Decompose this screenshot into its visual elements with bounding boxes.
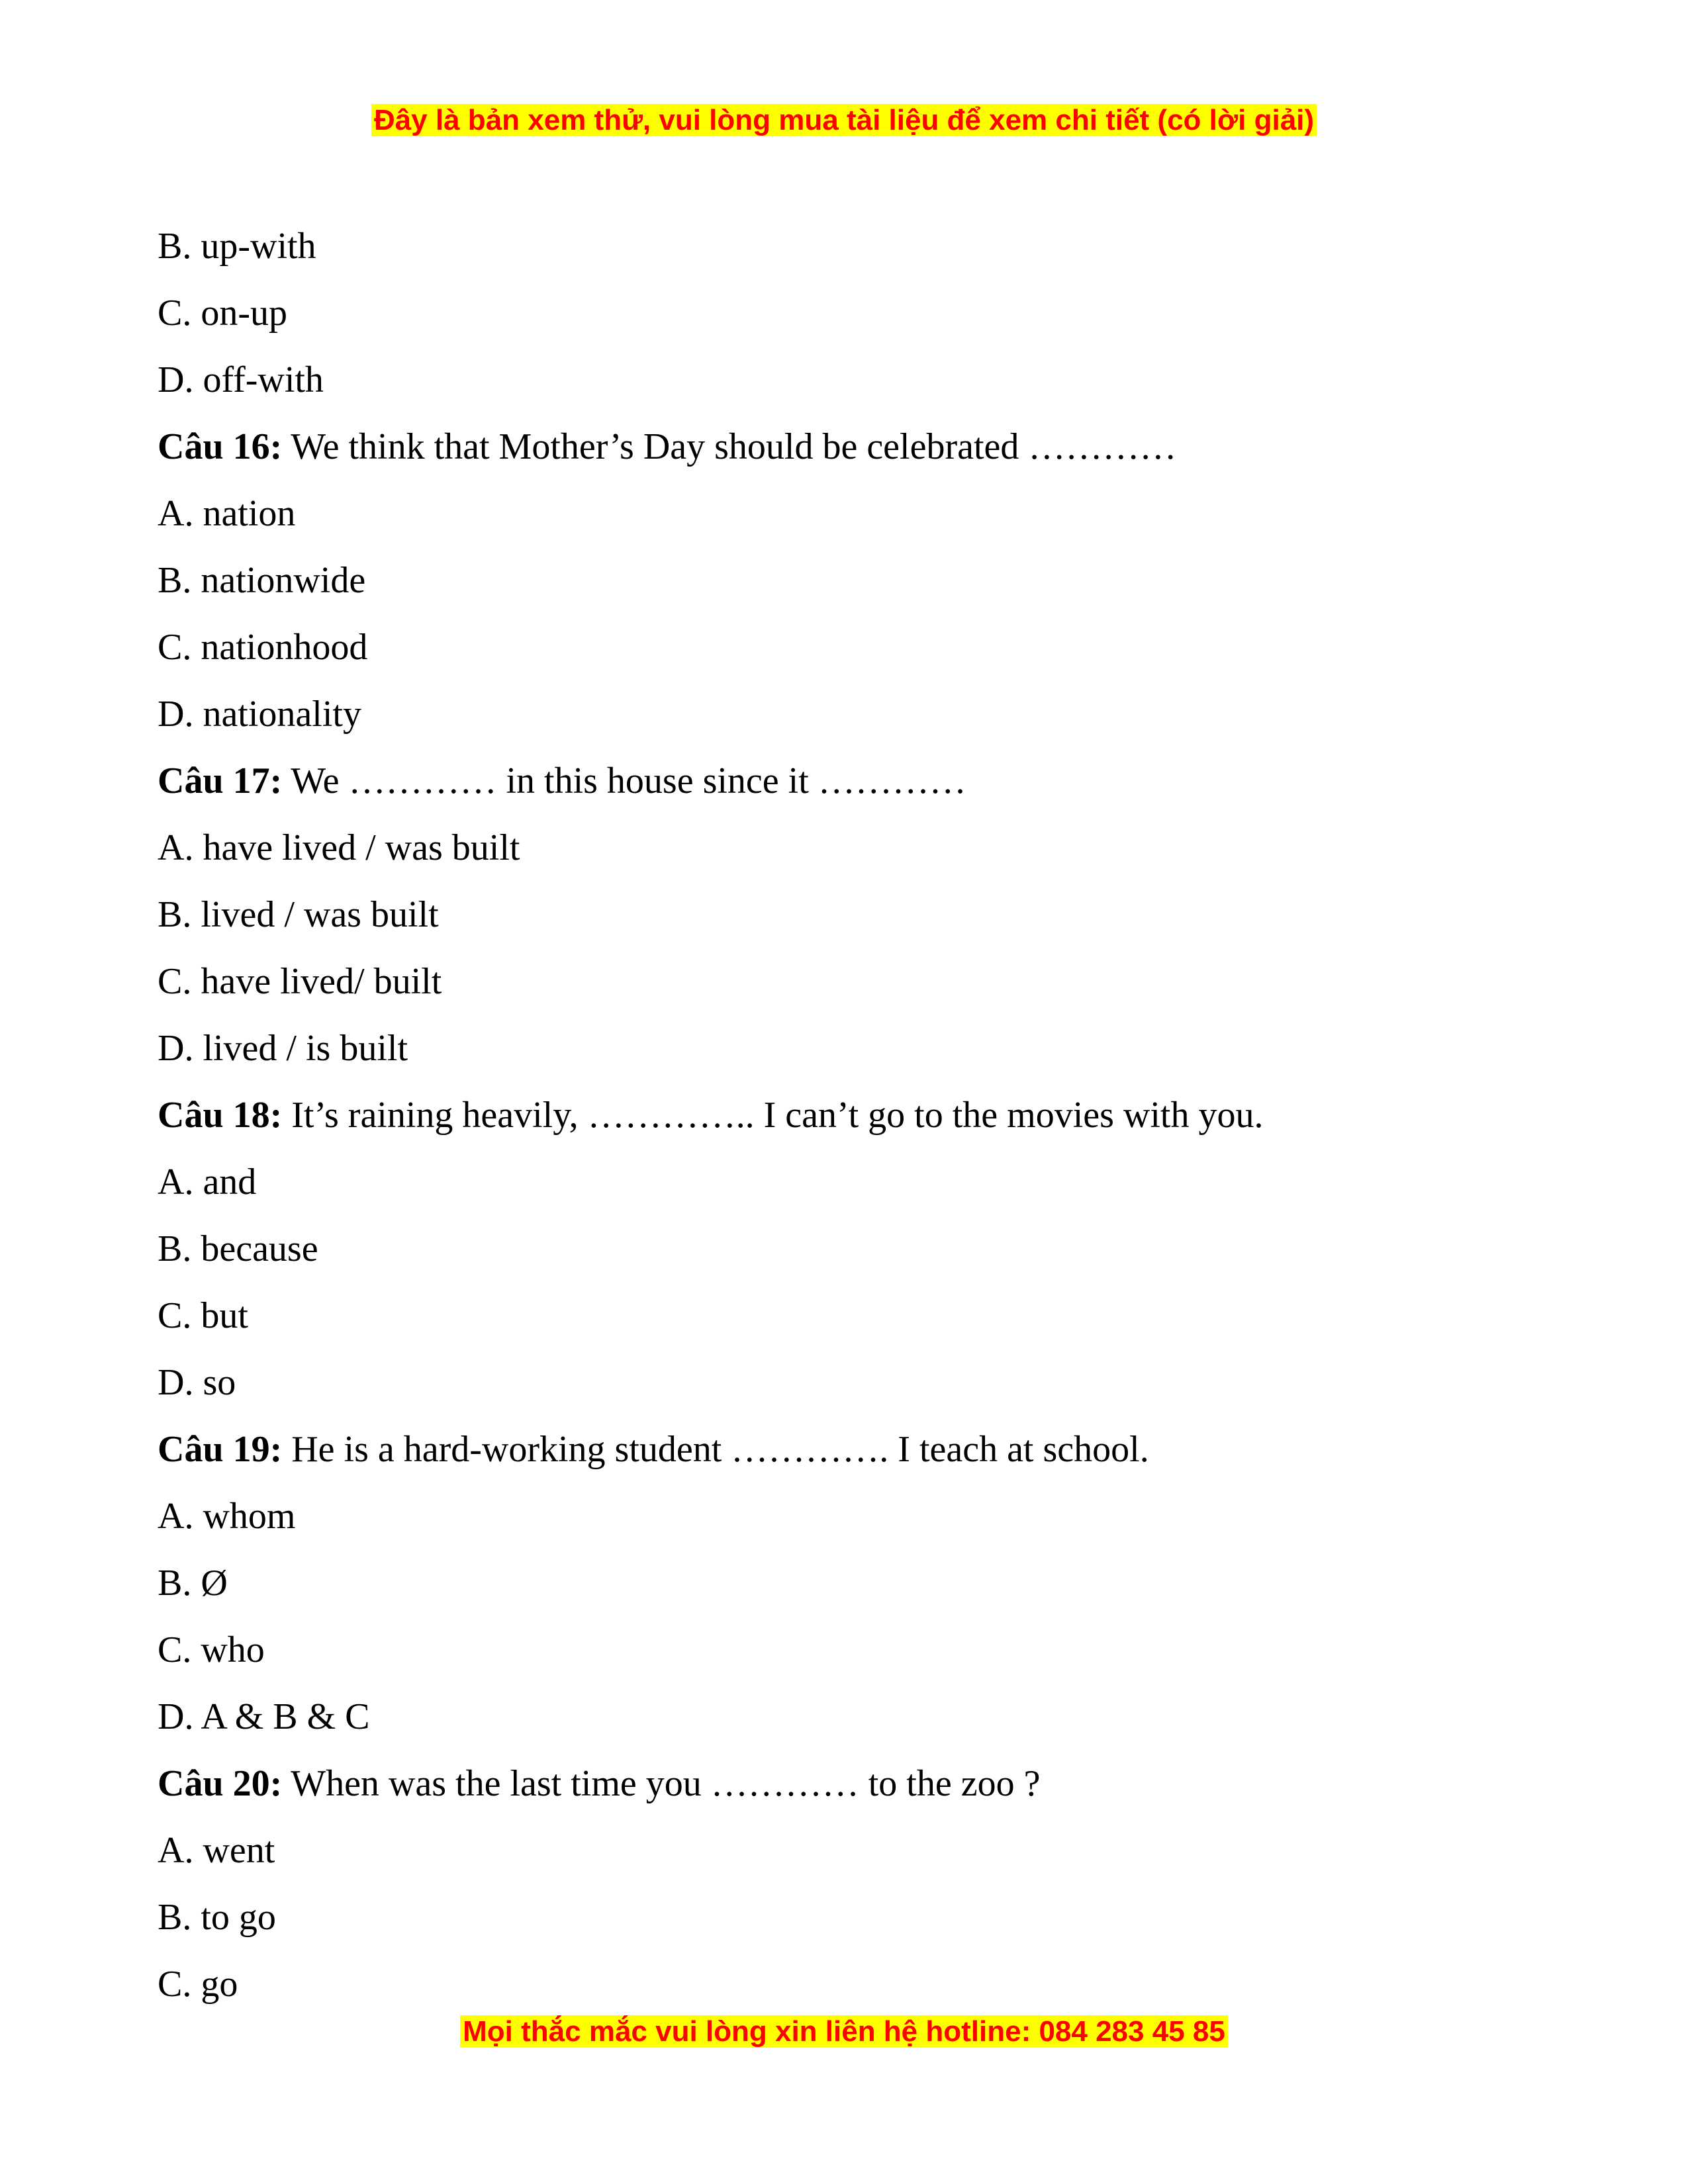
preview-notice-text: Đây là bản xem thử, vui lòng mua tài liệu để xem chi tiết (có lời giải) <box>371 104 1317 136</box>
option-c: C. nationhood <box>158 627 368 668</box>
question-list <box>158 213 1534 2018</box>
option-carryover-b: B. up-with <box>158 226 316 267</box>
question-number: Câu 20: <box>158 1763 283 1804</box>
option-d: D. A & B & C <box>158 1696 370 1737</box>
question-number: Câu 16: <box>158 426 283 467</box>
option-carryover-c: C. on-up <box>158 293 287 334</box>
question-20 <box>158 1751 1534 1817</box>
option-b: B. to go <box>158 1897 276 1938</box>
hotline-notice-banner <box>0 2012 1688 2052</box>
option-c: C. who <box>158 1629 265 1670</box>
question-number: Câu 17: <box>158 760 283 801</box>
option-b: B. lived / was built <box>158 894 439 935</box>
option-b: B. because <box>158 1228 318 1269</box>
option-d: D. nationality <box>158 694 361 735</box>
hotline-notice-text: Mọi thắc mắc vui lòng xin liên hệ hotline: 084 283 45 85 <box>460 2015 1228 2048</box>
question-19 <box>158 1416 1534 1483</box>
question-17 <box>158 748 1534 815</box>
question-18 <box>158 1082 1534 1149</box>
option-c: C. have lived/ built <box>158 961 442 1002</box>
option-a: A. and <box>158 1161 257 1203</box>
option-a: A. nation <box>158 493 296 534</box>
option-d: D. lived / is built <box>158 1028 408 1069</box>
question-number: Câu 18: <box>158 1095 283 1136</box>
question-text: It’s raining heavily, ………….. I can’t go to the movies with you. <box>282 1095 1264 1136</box>
question-text: We think that Mother’s Day should be celebrated ………… <box>282 426 1177 467</box>
preview-notice-banner <box>0 101 1688 140</box>
question-number: Câu 19: <box>158 1429 283 1470</box>
option-carryover-d: D. off-with <box>158 359 324 400</box>
option-a: A. have lived / was built <box>158 827 520 868</box>
option-a: A. whom <box>158 1496 296 1537</box>
question-text: He is a hard-working student …………. I teach at school. <box>282 1429 1149 1470</box>
question-text: When was the last time you ………… to the zoo ? <box>282 1763 1041 1804</box>
option-c: C. go <box>158 1964 238 2005</box>
question-16 <box>158 414 1534 480</box>
question-text: We ………… in this house since it ………… <box>282 760 966 801</box>
option-a: A. went <box>158 1830 275 1871</box>
option-d: D. so <box>158 1362 236 1403</box>
option-c: C. but <box>158 1295 248 1336</box>
option-b: B. Ø <box>158 1563 228 1604</box>
option-b: B. nationwide <box>158 560 366 601</box>
